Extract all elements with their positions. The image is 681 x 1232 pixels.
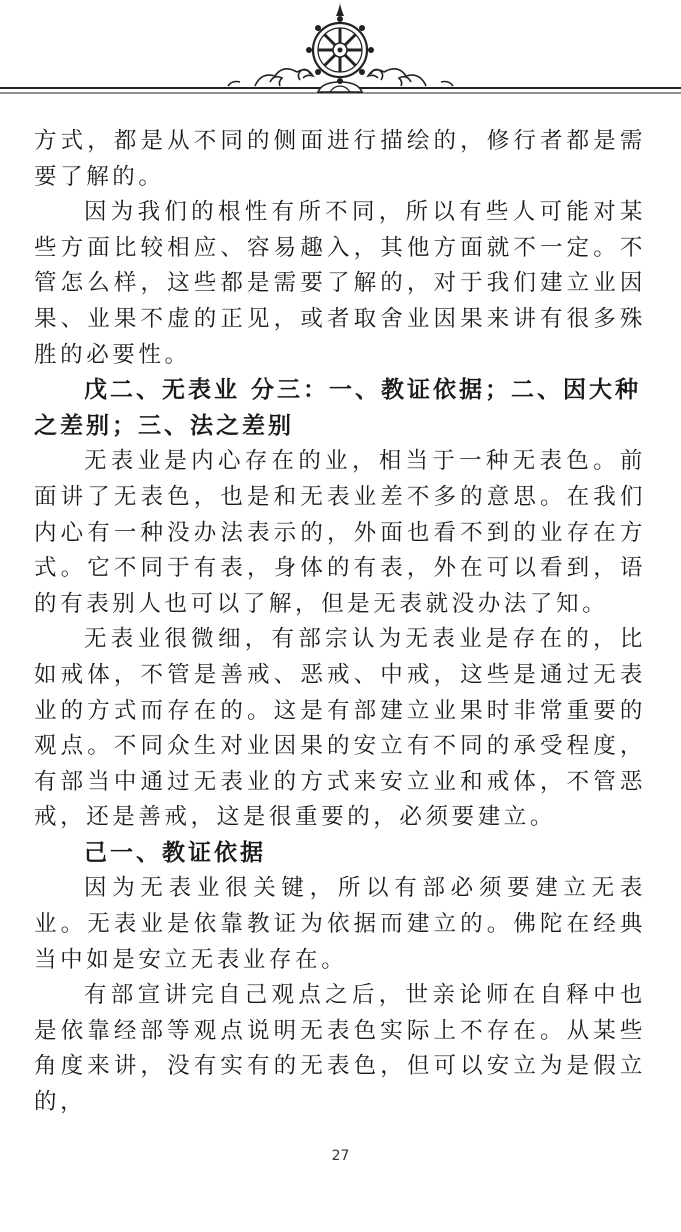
subsection-heading: 己一、教证依据 [84,839,266,866]
dharma-wheel-icon [0,0,681,110]
paragraph: 无表业是内心存在的业，相当于一种无表色。前面讲了无表色，也是和无表业差不多的意思。在我们内心有一种没办法表示的，外面也看不到的业存在方式。它不同于有表，身体的有表，外在可以看到，语的有表别人也可以了解，但是无表就没办法了知。 [34,448,646,617]
page-number: 27 [331,1148,350,1164]
paragraph: 因为无表业很关键，所以有部必须要建立无表业。无表业是依靠教证为依据而建立的。佛陀在经典当中如是安立无表业存在。 [34,875,646,973]
page-header-ornament [0,0,681,110]
paragraph: 因为我们的根性有所不同，所以有些人可能对某些方面比较相应、容易趣入，其他方面就不一定。不管怎么样，这些都是需要了解的，对于我们建立业因果、业果不虚的正见，或者取舍业因果来讲有很多殊胜的必要性。 [34,199,646,368]
page-body [34,124,646,1121]
paragraph-continuation: 方式，都是从不同的侧面进行描绘的，修行者都是需要了解的。 [34,128,646,190]
section-heading: 戊二、无表业 分三：一、教证依据；二、因大种之差别；三、法之差别 [34,377,642,439]
paragraph: 无表业很微细，有部宗认为无表业是存在的，比如戒体，不管是善戒、恶戒、中戒，这些是通过无表业的方式而存在的。这是有部建立业果时非常重要的观点。不同众生对业因果的安立有不同的承受程度，有部当中通过无表业的方式来安立业和戒体，不管恶戒，还是善戒，这是很重要的，必须要建立。 [34,626,646,831]
paragraph: 有部宣讲完自己观点之后，世亲论师在自释中也是依靠经部等观点说明无表色实际上不存在。从某些角度来讲，没有实有的无表色，但可以安立为是假立的， [34,982,646,1116]
